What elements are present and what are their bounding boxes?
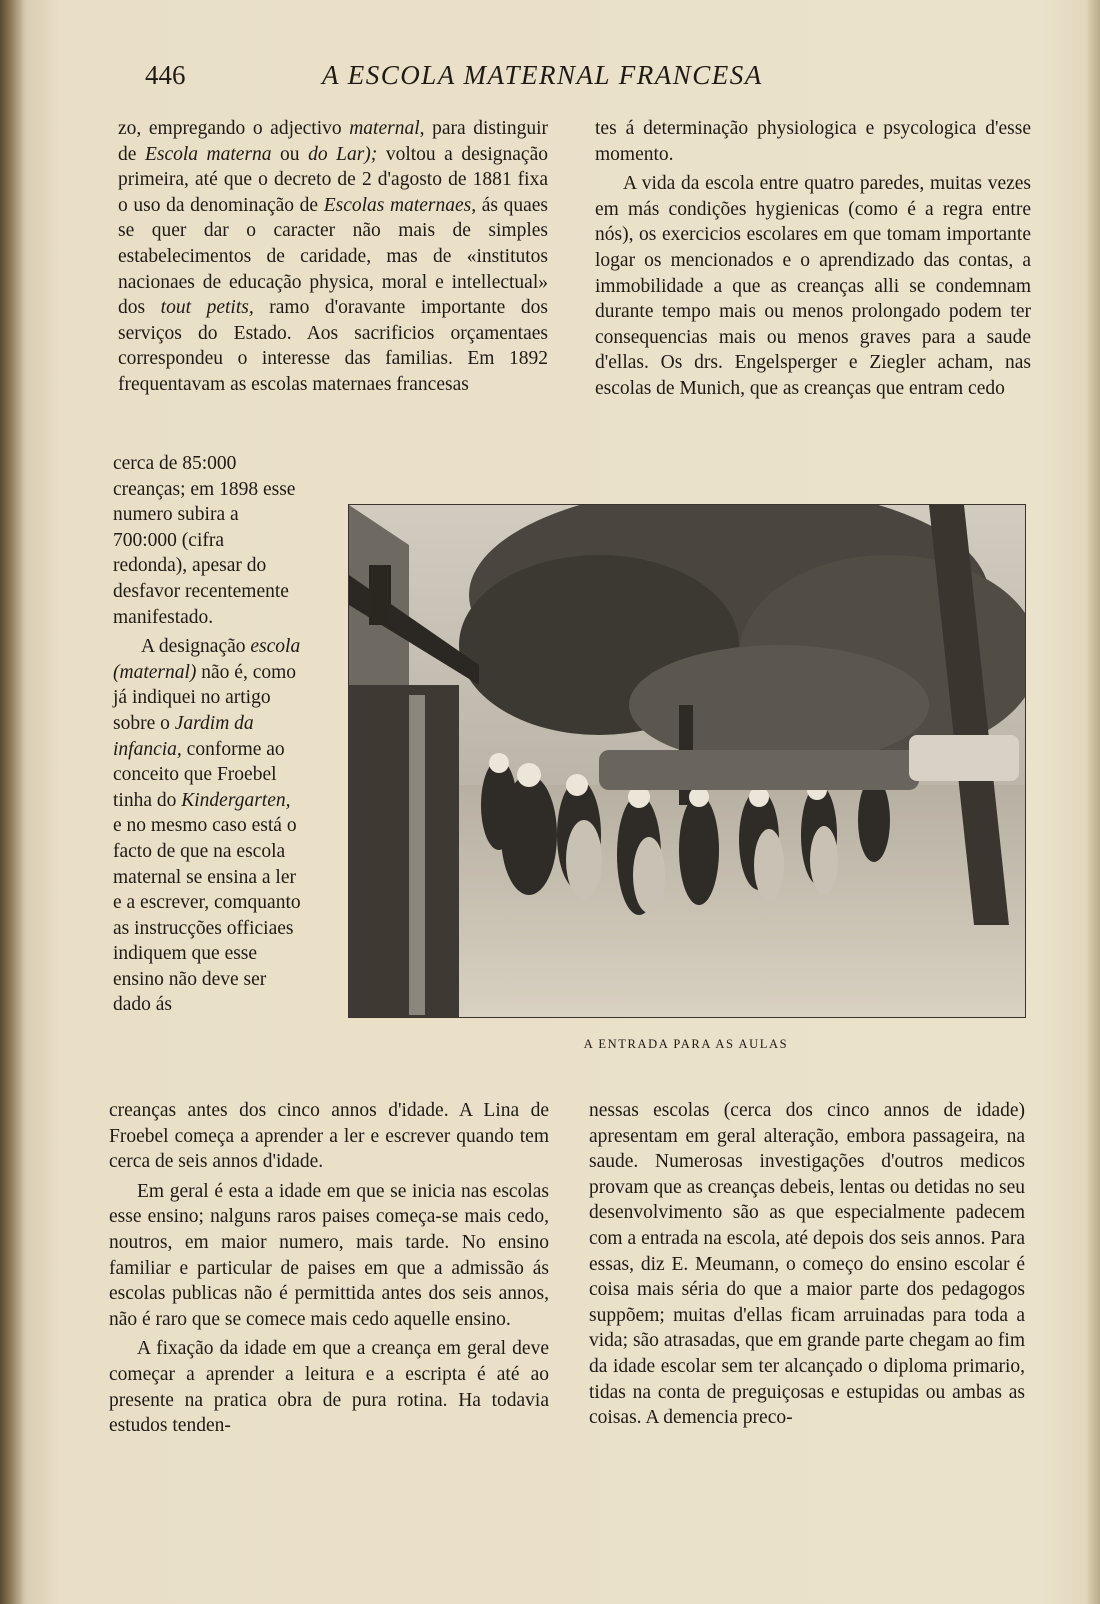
photo-figure bbox=[348, 504, 1026, 1018]
school-entrance-photo bbox=[349, 505, 1025, 1017]
paragraph-left-6: A fixação da idade em que a creança em geral deve começar a aprender a leitura e a escripta é até ao presente na pratica obra de pura rotina. Ha todavia estudos tenden- bbox=[109, 1338, 549, 1437]
page-header bbox=[0, 60, 1100, 100]
page-number: 446 bbox=[145, 60, 186, 90]
column-left-bottom bbox=[109, 1098, 549, 1439]
figure-caption: A ENTRADA PARA AS AULAS bbox=[583, 1037, 789, 1051]
column-left-narrow bbox=[113, 451, 303, 1018]
paragraph-left-1: zo, empregando o adjectivo maternal, para distinguir de Escola materna ou do Lar); voltou a designação primeira, até que o decreto de 2 d'agosto de 1881 fixa o uso da denominação de Escolas maternaes, ás quaes se quer dar o caracter não mais de simples estabelecimentos de caridade, mas de «institutos nacionaes de educação physica, moral e intellectual» dos tout petits, ramo d'oravante importante dos serviços do Estado. Aos sacrificios orçamentaes correspondeu o interesse das familias. Em 1892 frequentavam as escolas maternaes francesas bbox=[118, 118, 548, 395]
column-right-top bbox=[595, 116, 1031, 402]
paragraph-left-2: cerca de 85:000 creanças; em 1898 esse numero subira a 700:000 (cifra redonda), apesar do desfavor recentemente manifestado. bbox=[113, 453, 296, 628]
column-left-top bbox=[118, 116, 548, 398]
paragraph-right-3: nessas escolas (cerca dos cinco annos de idade) apresentam em geral alteração, embora passageira, na saude. Numerosas investigações d'outros medicos provam que as creanças debeis, lentas ou detidas no seu desenvolvimento são as que especialmente padecem com a entrada na escola, até depois dos seis annos. Para essas, diz E. Meumann, o começo do ensino escolar é coisa mais séria do que a maior parte dos pedagogos suppõem; muitas d'ellas ficam arruinadas para toda a vida; são atrasadas, que em grande parte chegam ao fim da idade escolar sem ter alcançado o diploma primario, tidas na conta de preguiçosas e estupidas ou ambas as coisas. A demencia preco- bbox=[589, 1100, 1025, 1429]
paragraph-right-2: A vida da escola entre quatro paredes, muitas vezes em más condições hygienicas (como é a regra entre nós), os exercicios escolares em que tomam importante logar os mencionados e o aprendizado das contas, a immobilidade a que as creanças alli se condemnam durante tempo mais ou menos prolongado podem ter consequencias mais ou menos graves para a saude d'ellas. Os drs. Engelsperger e Ziegler acham, nas escolas de Munich, que as creanças que entram cedo bbox=[595, 173, 1031, 399]
column-right-bottom bbox=[589, 1098, 1025, 1431]
paragraph-right-1: tes á determinação physiologica e psycologica d'esse momento. bbox=[595, 118, 1031, 165]
running-title: A ESCOLA MATERNAL FRANCESA bbox=[322, 60, 763, 90]
paragraph-left-4: creanças antes dos cinco annos d'idade. A Lina de Froebel começa a aprender a ler e escrever quando tem cerca de seis annos d'idade. bbox=[109, 1100, 549, 1173]
paragraph-left-5: Em geral é esta a idade em que se inicia nas escolas esse ensino; nalguns raros paises começa-se mais cedo, noutros, em maior numero, mais tarde. No ensino familiar e particular de paises em que a admissão ás escolas publicas não é permittida antes dos seis annos, não é raro que se comece mais cedo aquelle ensino. bbox=[109, 1180, 549, 1330]
paragraph-left-3: A designação escola (maternal) não é, como já indiquei no artigo sobre o Jardim da infancia, conforme ao conceito que Froebel tinha do Kindergarten, e no mesmo caso está o facto de que na escola maternal se ensina a ler e a escrever, comquanto as instrucções officiaes indiquem que esse ensino não deve ser dado ás bbox=[113, 636, 301, 1016]
